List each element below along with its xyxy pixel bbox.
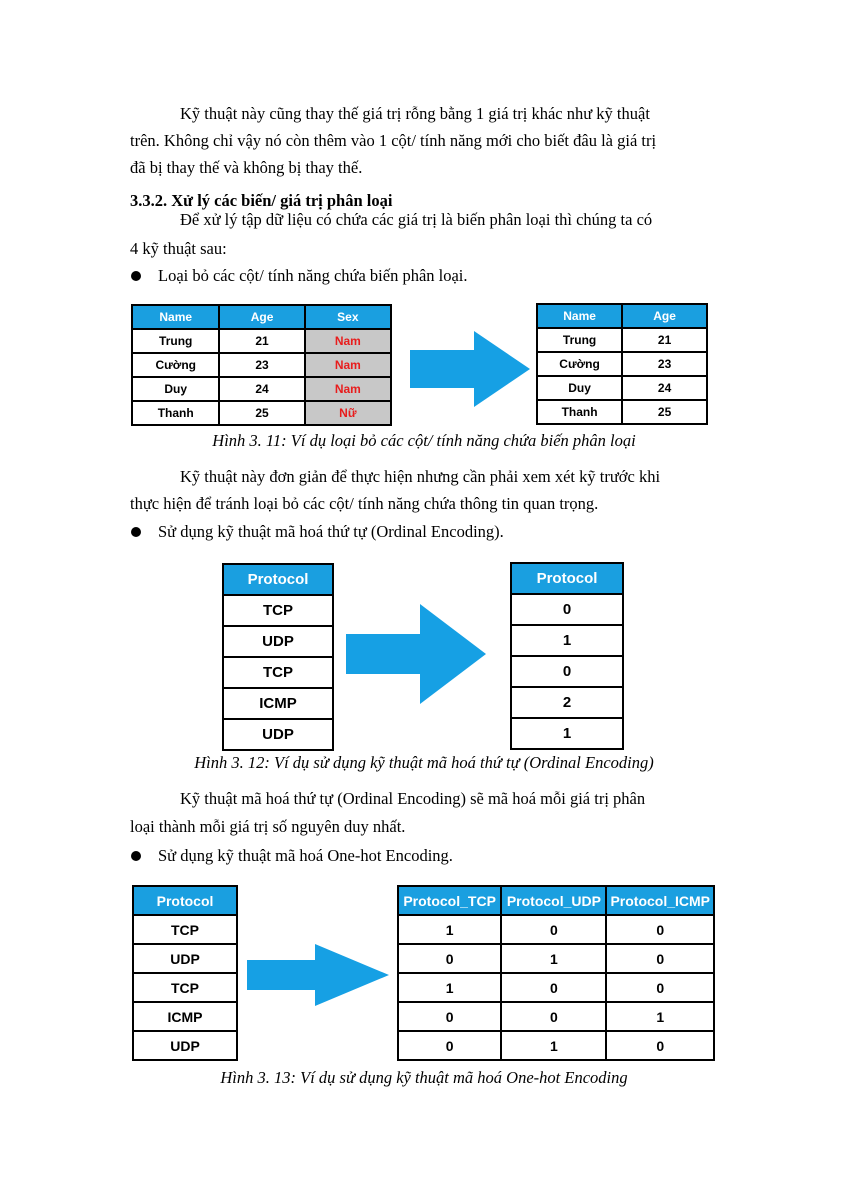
- table-cell: 0: [501, 1002, 606, 1031]
- paragraph-3-line-2: thực hiện để tránh loại bỏ các cột/ tính năng chứa thông tin quan trọng.: [130, 494, 599, 513]
- bullet-3-text: Sử dụng kỹ thuật mã hoá One-hot Encoding.: [158, 846, 453, 865]
- table-cell: 2: [511, 687, 623, 718]
- table-header: Protocol: [511, 563, 623, 594]
- figure-2-source-table: [222, 563, 334, 751]
- table-cell: 0: [606, 1031, 714, 1060]
- table-header: Protocol_TCP: [398, 886, 501, 915]
- table-cell: 24: [622, 376, 707, 400]
- table-cell: 21: [219, 329, 304, 353]
- table-cell: 0: [501, 973, 606, 1002]
- table-cell: 1: [398, 973, 501, 1002]
- table-cell: 0: [398, 944, 501, 973]
- table-header: Name: [132, 305, 219, 329]
- table-cell: Cường: [132, 353, 219, 377]
- table-cell: UDP: [133, 944, 237, 973]
- table-cell: ICMP: [223, 688, 333, 719]
- table-cell: Thanh: [537, 400, 622, 424]
- table-cell-highlighted: Nam: [305, 377, 391, 401]
- table-header: Protocol_ICMP: [606, 886, 714, 915]
- paragraph-1-line-1: Kỹ thuật này cũng thay thế giá trị rỗng bằng 1 giá trị khác như kỹ thuật: [180, 104, 650, 123]
- bullet-dot: [131, 851, 141, 861]
- table-header: Sex: [305, 305, 391, 329]
- table-cell: 25: [622, 400, 707, 424]
- table-cell: 0: [606, 915, 714, 944]
- table-cell: 23: [622, 352, 707, 376]
- table-cell: 23: [219, 353, 304, 377]
- table-cell: ICMP: [133, 1002, 237, 1031]
- table-cell-highlighted: Nam: [305, 353, 391, 377]
- figure-3-source-table: [132, 885, 238, 1061]
- figure-1-source-table: [131, 304, 392, 426]
- paragraph-1-line-2: trên. Không chỉ vậy nó còn thêm vào 1 cột/ tính năng mới cho biết đâu là giá trị: [130, 131, 657, 150]
- table-cell: UDP: [223, 626, 333, 657]
- figure-1-result-table: [536, 303, 708, 425]
- table-cell: 1: [398, 915, 501, 944]
- table-cell: 0: [606, 973, 714, 1002]
- paragraph-3-line-1: Kỹ thuật này đơn giản để thực hiện nhưng cần phải xem xét kỹ trước khi: [180, 467, 661, 486]
- table-cell: 0: [398, 1002, 501, 1031]
- table-cell: Thanh: [132, 401, 219, 425]
- table-cell: 0: [501, 915, 606, 944]
- figure-2-caption: Hình 3. 12: Ví dụ sử dụng kỹ thuật mã hoá thứ tự (Ordinal Encoding): [194, 753, 654, 772]
- table-cell: 1: [606, 1002, 714, 1031]
- table-cell: 24: [219, 377, 304, 401]
- table-header: Age: [622, 304, 707, 328]
- paragraph-2-line-1: Để xử lý tập dữ liệu có chứa các giá trị là biến phân loại thì chúng ta có: [180, 210, 653, 229]
- table-cell-highlighted: Nữ: [305, 401, 391, 425]
- bullet-dot: [131, 271, 141, 281]
- figure-2-result-table: [510, 562, 624, 750]
- table-cell: Cường: [537, 352, 622, 376]
- table-cell: 1: [501, 1031, 606, 1060]
- table-cell: 0: [606, 944, 714, 973]
- table-cell: 1: [511, 718, 623, 749]
- bullet-1-text: Loại bỏ các cột/ tính năng chứa biến phân loại.: [158, 266, 468, 285]
- paragraph-4-line-1: Kỹ thuật mã hoá thứ tự (Ordinal Encoding) sẽ mã hoá mỗi giá trị phân: [180, 789, 646, 808]
- right-arrow-icon: [410, 331, 530, 407]
- table-cell-highlighted: Nam: [305, 329, 391, 353]
- paragraph-2-line-2: 4 kỹ thuật sau:: [130, 239, 227, 258]
- bullet-dot: [131, 527, 141, 537]
- right-arrow-icon: [247, 944, 389, 1006]
- table-cell: 21: [622, 328, 707, 352]
- table-header: Name: [537, 304, 622, 328]
- figure-3-result-table: [397, 885, 715, 1061]
- table-header: Protocol: [133, 886, 237, 915]
- table-cell: 1: [511, 625, 623, 656]
- right-arrow-icon: [346, 604, 486, 704]
- table-cell: 0: [398, 1031, 501, 1060]
- table-cell: Duy: [132, 377, 219, 401]
- table-cell: TCP: [223, 657, 333, 688]
- table-header: Protocol: [223, 564, 333, 595]
- table-cell: Trung: [537, 328, 622, 352]
- table-cell: TCP: [223, 595, 333, 626]
- table-cell: 0: [511, 656, 623, 687]
- table-cell: 25: [219, 401, 304, 425]
- table-cell: 1: [501, 944, 606, 973]
- table-header: Age: [219, 305, 304, 329]
- paragraph-1-line-3: đã bị thay thế và không bị thay thế.: [130, 158, 363, 177]
- table-cell: 0: [511, 594, 623, 625]
- table-header: Protocol_UDP: [501, 886, 606, 915]
- table-cell: UDP: [133, 1031, 237, 1060]
- table-cell: Duy: [537, 376, 622, 400]
- table-cell: TCP: [133, 973, 237, 1002]
- bullet-2-text: Sử dụng kỹ thuật mã hoá thứ tự (Ordinal Encoding).: [158, 522, 504, 541]
- figure-1-caption: Hình 3. 11: Ví dụ loại bỏ các cột/ tính năng chứa biến phân loại: [212, 431, 636, 450]
- section-heading: 3.3.2. Xử lý các biến/ giá trị phân loại: [130, 191, 393, 210]
- table-cell: TCP: [133, 915, 237, 944]
- table-cell: UDP: [223, 719, 333, 750]
- table-cell: Trung: [132, 329, 219, 353]
- paragraph-4-line-2: loại thành mỗi giá trị số nguyên duy nhất.: [130, 817, 406, 836]
- figure-3-caption: Hình 3. 13: Ví dụ sử dụng kỹ thuật mã hoá One-hot Encoding: [220, 1068, 628, 1087]
